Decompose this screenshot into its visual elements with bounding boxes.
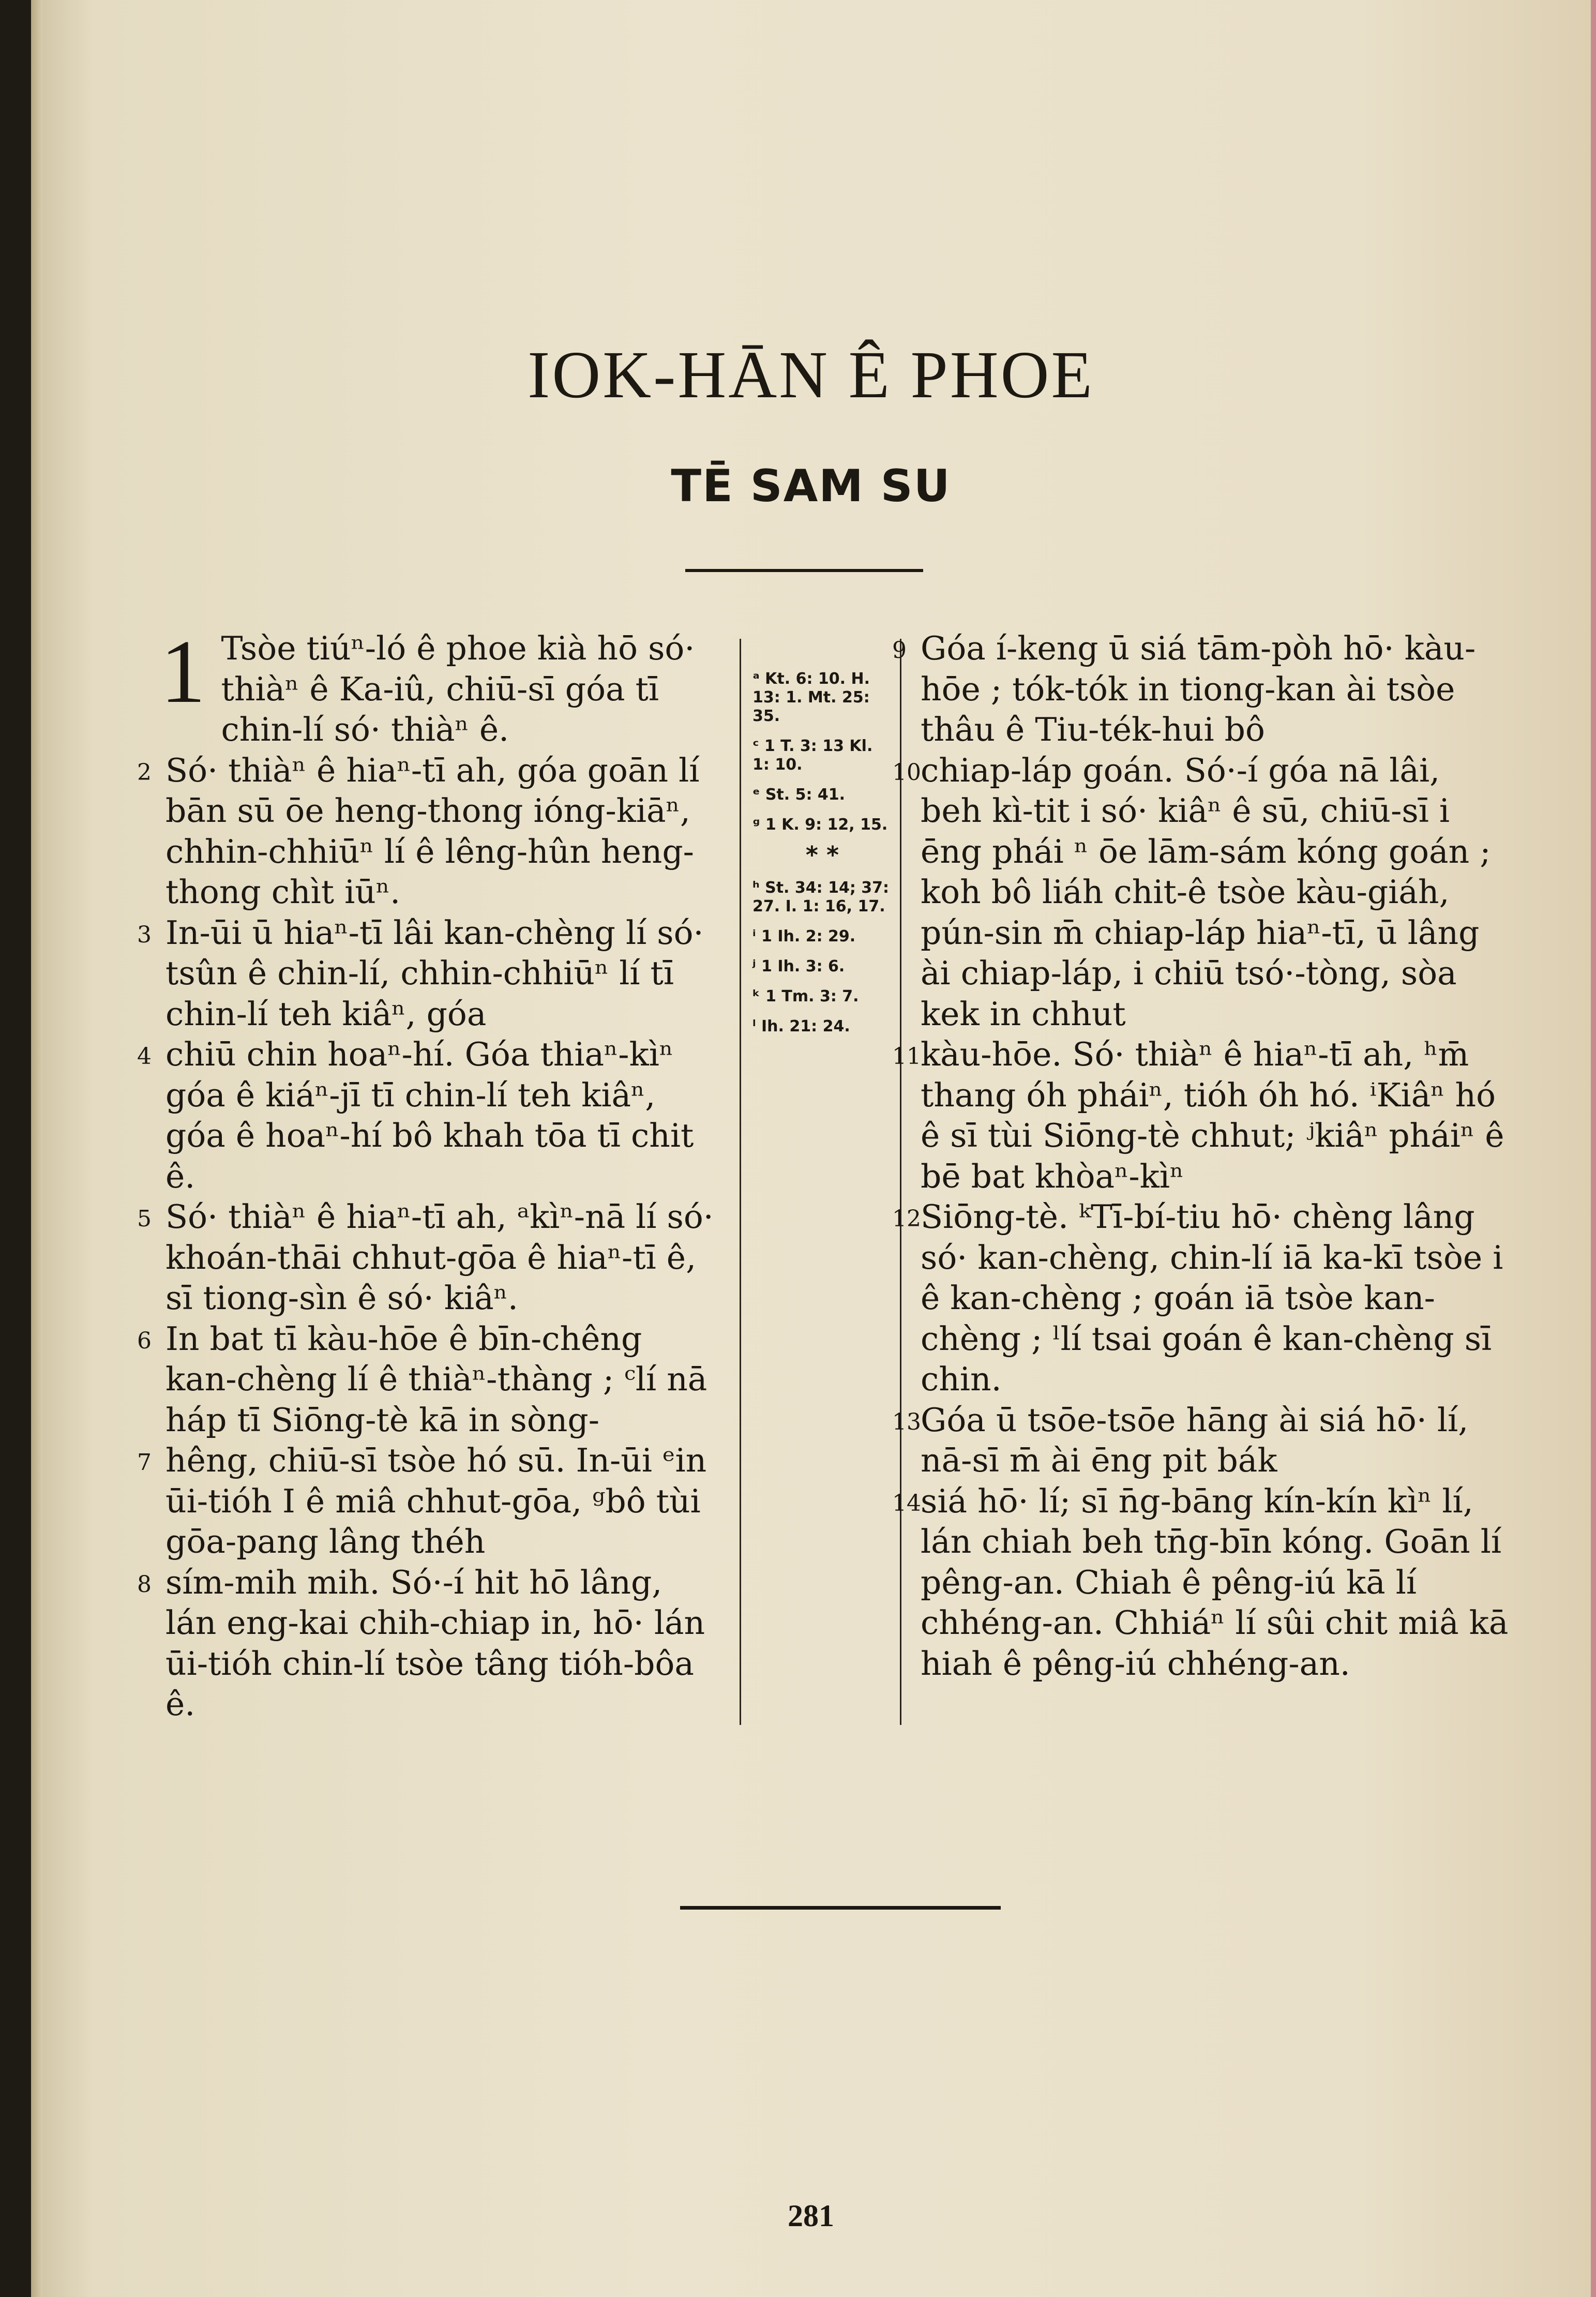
page-title: IOK-HĀN Ê PHOE: [528, 338, 1094, 412]
cross-reference-column: [752, 670, 892, 1047]
cross-ref: ᵉ St. 5: 41.: [752, 786, 846, 804]
column-divider-right: [900, 639, 901, 1725]
verse-text: chiū chin hoaⁿ-hí. Góa thiaⁿ-kìⁿ góa ê kiáⁿ-jī tī chin-lí teh kiâⁿ, góa ê hoaⁿ-hí bô khah tōa tī chit ê.: [165, 1035, 694, 1195]
verse-number: 4: [137, 1043, 152, 1070]
verse-text: hêng, chiū-sī tsòe hó sū. In-ūi ᵉin ūi-tióh I ê miâ chhut-gōa, ᵍbô tùi gōa-pang lâng théh: [165, 1442, 707, 1560]
verse-5: [137, 1197, 714, 1319]
left-text-column: [137, 621, 714, 1725]
verse-text: In-ūi ū hiaⁿ-tī lâi kan-chèng lí só· tsûn ê chin-lí, chhin-chhiūⁿ lí tī chin-lí teh kiâⁿ, góa: [165, 913, 704, 1033]
verse-number: 9: [892, 637, 907, 664]
verse-text: Tsòe tiúⁿ-ló ê phoe kià hō só· thiàⁿ ê Ka-iû, chiū-sī góa tī chin-lí só· thiàⁿ ê.: [221, 629, 695, 748]
cross-ref: ʲ 1 Ih. 3: 6.: [752, 957, 845, 975]
verse-text: sím-mih mih. Só·-í hit hō lâng, lán eng-kai chih-chiap in, hō· lán ūi-tióh chin-lí tsòe tâng tióh-bôa ê.: [165, 1563, 705, 1723]
verse-number: 12: [892, 1206, 921, 1232]
title-divider: [685, 569, 923, 572]
verse-number: 7: [137, 1449, 152, 1476]
cross-ref: ˡ Ih. 21: 24.: [752, 1017, 850, 1035]
verse-number: 5: [137, 1206, 152, 1232]
verse-number: 11: [892, 1043, 921, 1070]
end-divider: [680, 1906, 1001, 1910]
column-divider-left: [740, 639, 741, 1725]
verse-4: [137, 1034, 714, 1197]
verse-13: [892, 1400, 1510, 1481]
verse-text: Siōng-tè. ᵏTī-bí-tiu hō· chèng lâng só· kan-chèng, chin-lí iā ka-kī tsòe i ê kan-chèng ; goán iā tsòe kan-chèng ; ˡlí tsai goán ê kan-chèng sī chin.: [921, 1198, 1503, 1398]
verse-12: [892, 1197, 1510, 1400]
cross-ref: ᵍ 1 K. 9: 12, 15.: [752, 816, 888, 834]
verse-text: In bat tī kàu-hōe ê bīn-chêng kan-chèng lí ê thiàⁿ-thàng ; ᶜlí nā háp tī Siōng-tè kā in sòng-: [165, 1319, 707, 1439]
verse-8: [137, 1563, 714, 1725]
verse-text: Só· thiàⁿ ê hiaⁿ-tī ah, góa goān lí bān sū ōe heng-thong ióng-kiāⁿ, chhin-chhiūⁿ lí ê lêng-hûn heng-thong chìt iūⁿ.: [165, 751, 700, 911]
verse-text: kàu-hōe. Só· thiàⁿ ê hiaⁿ-tī ah, ʰm̄ thang óh pháiⁿ, tióh óh hó. ⁱKiâⁿ hó ê sī tùi Siōng-tè chhut; ʲkiâⁿ pháiⁿ ê bē bat khòaⁿ-kìⁿ: [921, 1035, 1504, 1195]
verse-11: [892, 1034, 1510, 1197]
right-text-column: [892, 628, 1510, 1684]
verse-text: siá hō· lí; sī n̄g-bāng kín-kín kìⁿ lí, lán chiah beh tn̄g-bīn kóng. Goān lí pêng-an. Chiah ê pêng-iú kā lí chhéng-an. Chhiáⁿ lí sûi chit miâ kā hiah ê pêng-iú chhéng-an.: [921, 1482, 1509, 1683]
section-separator: * *: [805, 841, 839, 869]
cross-ref: ᶜ 1 T. 3: 13 Kl. 1: 10.: [752, 737, 873, 774]
cross-ref: ʰ St. 34: 14; 37: 27. I. 1: 16, 17.: [752, 879, 890, 915]
page-number: 281: [788, 2199, 834, 2233]
verse-number: 13: [892, 1408, 921, 1435]
verse-text: Só· thiàⁿ ê hiaⁿ-tī ah, ᵃkìⁿ-nā lí só· khoán-thāi chhut-gōa ê hiaⁿ-tī ê, sī tiong-sìn ê só· kiâⁿ.: [165, 1198, 714, 1317]
verse-number: 8: [137, 1571, 152, 1598]
verse-7: [137, 1440, 714, 1563]
page-subtitle: TĒ SAM SU: [671, 460, 951, 512]
verse-text: chiap-láp goán. Só·-í góa nā lâi, beh kì-tit i só· kiâⁿ ê sū, chiū-sī i ēng phái ⁿ ōe lām-sám kóng goán ; koh bô liáh chit-ê tsòe kàu-giáh, pún-sin m̄ chiap-láp hiaⁿ-tī, ū lâng ài chiap-láp, i chiū tsó·-tòng, sòa kek in chhut: [921, 751, 1491, 1033]
verse-number: 2: [137, 759, 152, 786]
verse-1: [165, 628, 714, 750]
verse-6: [137, 1319, 714, 1441]
verse-number: 3: [137, 921, 152, 948]
cross-ref: ᵃ Kt. 6: 10. H. 13: 1. Mt. 25: 35.: [752, 670, 870, 725]
verse-14: [892, 1481, 1510, 1685]
verse-3: [137, 913, 714, 1035]
verse-2: [137, 750, 714, 913]
verse-text: Góa í-keng ū siá tām-pòh hō· kàu-hōe ; tók-tók in tiong-kan ài tsòe thâu ê Tiu-ték-hui bô: [921, 629, 1476, 748]
verse-number: 10: [892, 759, 921, 786]
cross-ref: ᵏ 1 Tm. 3: 7.: [752, 987, 859, 1005]
chapter-number: 1: [160, 621, 206, 722]
verse-10: [892, 750, 1510, 1035]
cross-ref: ⁱ 1 Ih. 2: 29.: [752, 927, 856, 945]
book-page: [31, 0, 1596, 2297]
verse-number: 6: [137, 1327, 152, 1354]
verse-text: Góa ū tsōe-tsōe hāng ài siá hō· lí, nā-sī m̄ ài ēng pit bák: [921, 1401, 1469, 1479]
verse-number: 14: [892, 1490, 921, 1517]
verse-9: [892, 628, 1510, 750]
